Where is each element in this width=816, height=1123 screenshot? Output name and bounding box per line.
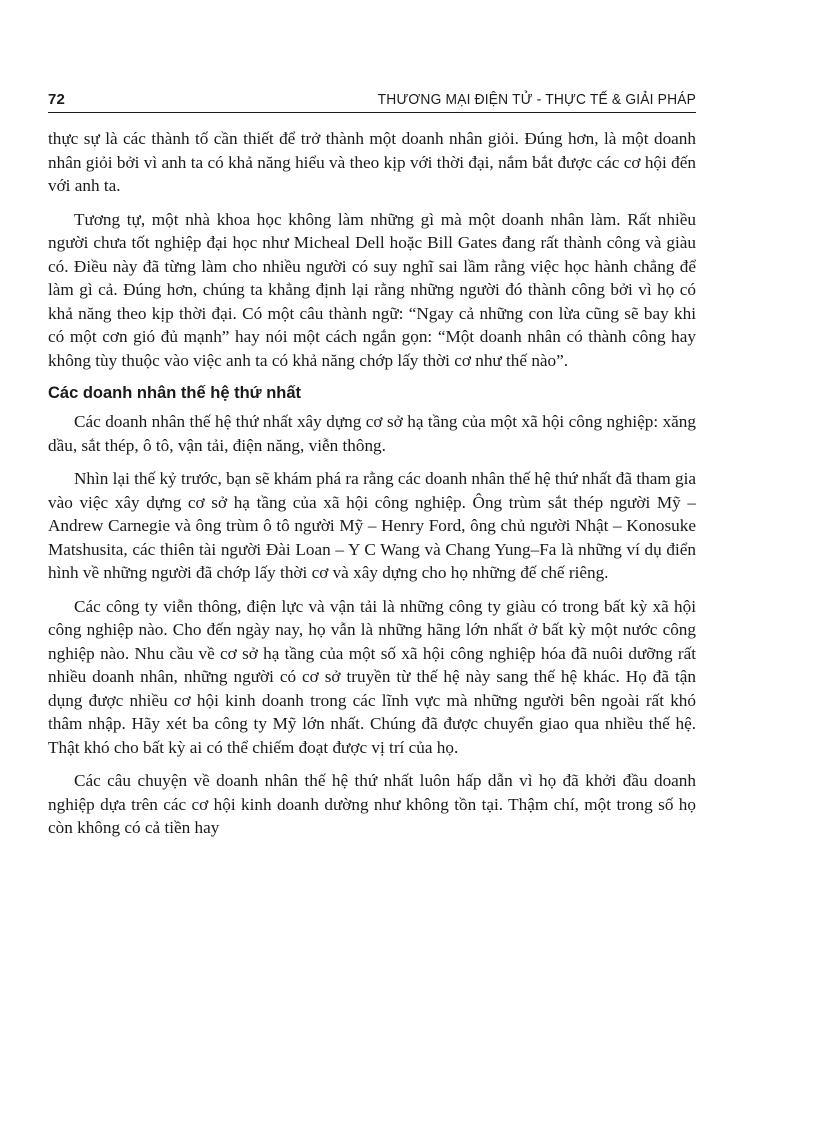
paragraph-stories: Các câu chuyện về doanh nhân thế hệ thứ nhất luôn hấp dẫn vì họ đã khởi đầu doanh nghiệp dựa trên các cơ hội kinh doanh dường như không tồn tại. Thậm chí, một trong số họ còn không có cả tiền hay bbox=[48, 771, 696, 837]
paragraph-last-century: Nhìn lại thế kỷ trước, bạn sẽ khám phá ra rằng các doanh nhân thế hệ thứ nhất đã tham gia vào việc xây dựng cơ sở hạ tầng của xã hội công nghiệp. Ông trùm sắt thép người Mỹ – Andrew Carnegie và ông trùm ô tô người Mỹ – Henry Ford, ông chủ người Nhật – Konosuke Matshusita, các thiên tài người Đài Loan – Y C Wang và Chang Yung–Fa là những ví dụ điển hình về những người đã chớp lấy thời cơ và xây dựng cho họ những đế chế riêng. bbox=[48, 469, 696, 582]
paragraph-infrastructure: Các doanh nhân thế hệ thứ nhất xây dựng cơ sở hạ tầng của một xã hội công nghiệp: xăng dầu, sắt thép, ô tô, vận tải, điện năng, viễn thông. bbox=[48, 412, 696, 455]
book-page bbox=[48, 80, 696, 850]
running-title: THƯƠNG MẠI ĐIỆN TỬ - THỰC TẾ & GIẢI PHÁP bbox=[377, 91, 696, 108]
running-header bbox=[48, 80, 696, 113]
paragraph-companies: Các công ty viễn thông, điện lực và vận tải là những công ty giàu có trong bất kỳ xã hội công nghiệp nào. Cho đến ngày nay, họ vẫn là những hãng lớn nhất ở bất kỳ một nước công nghiệp nào. Nhu cầu về cơ sở hạ tầng của một số xã hội công nghiệp hóa đã nuôi dưỡng rất nhiều doanh nhân, những người có cơ sở truyền từ thế hệ này sang thế hệ khác. Họ đã tận dụng được nhiều cơ hội kinh doanh trong các lĩnh vực mà những người bên ngoài rất khó thâm nhập. Hãy xét ba công ty Mỹ lớn nhất. Chúng đã được chuyển giao qua nhiều thế hệ. Thật khó cho bất kỳ ai có thể chiếm đoạt được vị trí của họ. bbox=[48, 596, 696, 757]
page-number: 72 bbox=[48, 91, 66, 108]
paragraph-continuation: thực sự là các thành tố cần thiết để trở thành một doanh nhân giỏi. Đúng hơn, là một doanh nhân giỏi bởi vì anh ta có khả năng hiểu và theo kịp với thời đại, nắm bắt được các cơ hội đến với anh ta. bbox=[48, 129, 696, 195]
section-heading: Các doanh nhân thế hệ thứ nhất bbox=[48, 384, 302, 402]
body-text bbox=[48, 127, 696, 840]
paragraph-scientist: Tương tự, một nhà khoa học không làm những gì mà một doanh nhân làm. Rất nhiều người chưa tốt nghiệp đại học như Micheal Dell hoặc Bill Gates đang rất thành công và giàu có. Điều này đã từng làm cho nhiều người có suy nghĩ sai lầm rằng việc học hành chẳng để làm gì cả. Đúng hơn, chúng ta khẳng định lại rằng những người đó thành công bởi vì họ có khả năng theo kịp thời đại. Có một câu thành ngữ: “Ngay cả những con lừa cũng sẽ bay khi có một cơn gió đủ mạnh” hay nói một cách ngắn gọn: “Một doanh nhân có thành công hay không tùy thuộc vào việc anh ta có khả năng chớp lấy thời cơ như thế nào”. bbox=[48, 209, 696, 370]
